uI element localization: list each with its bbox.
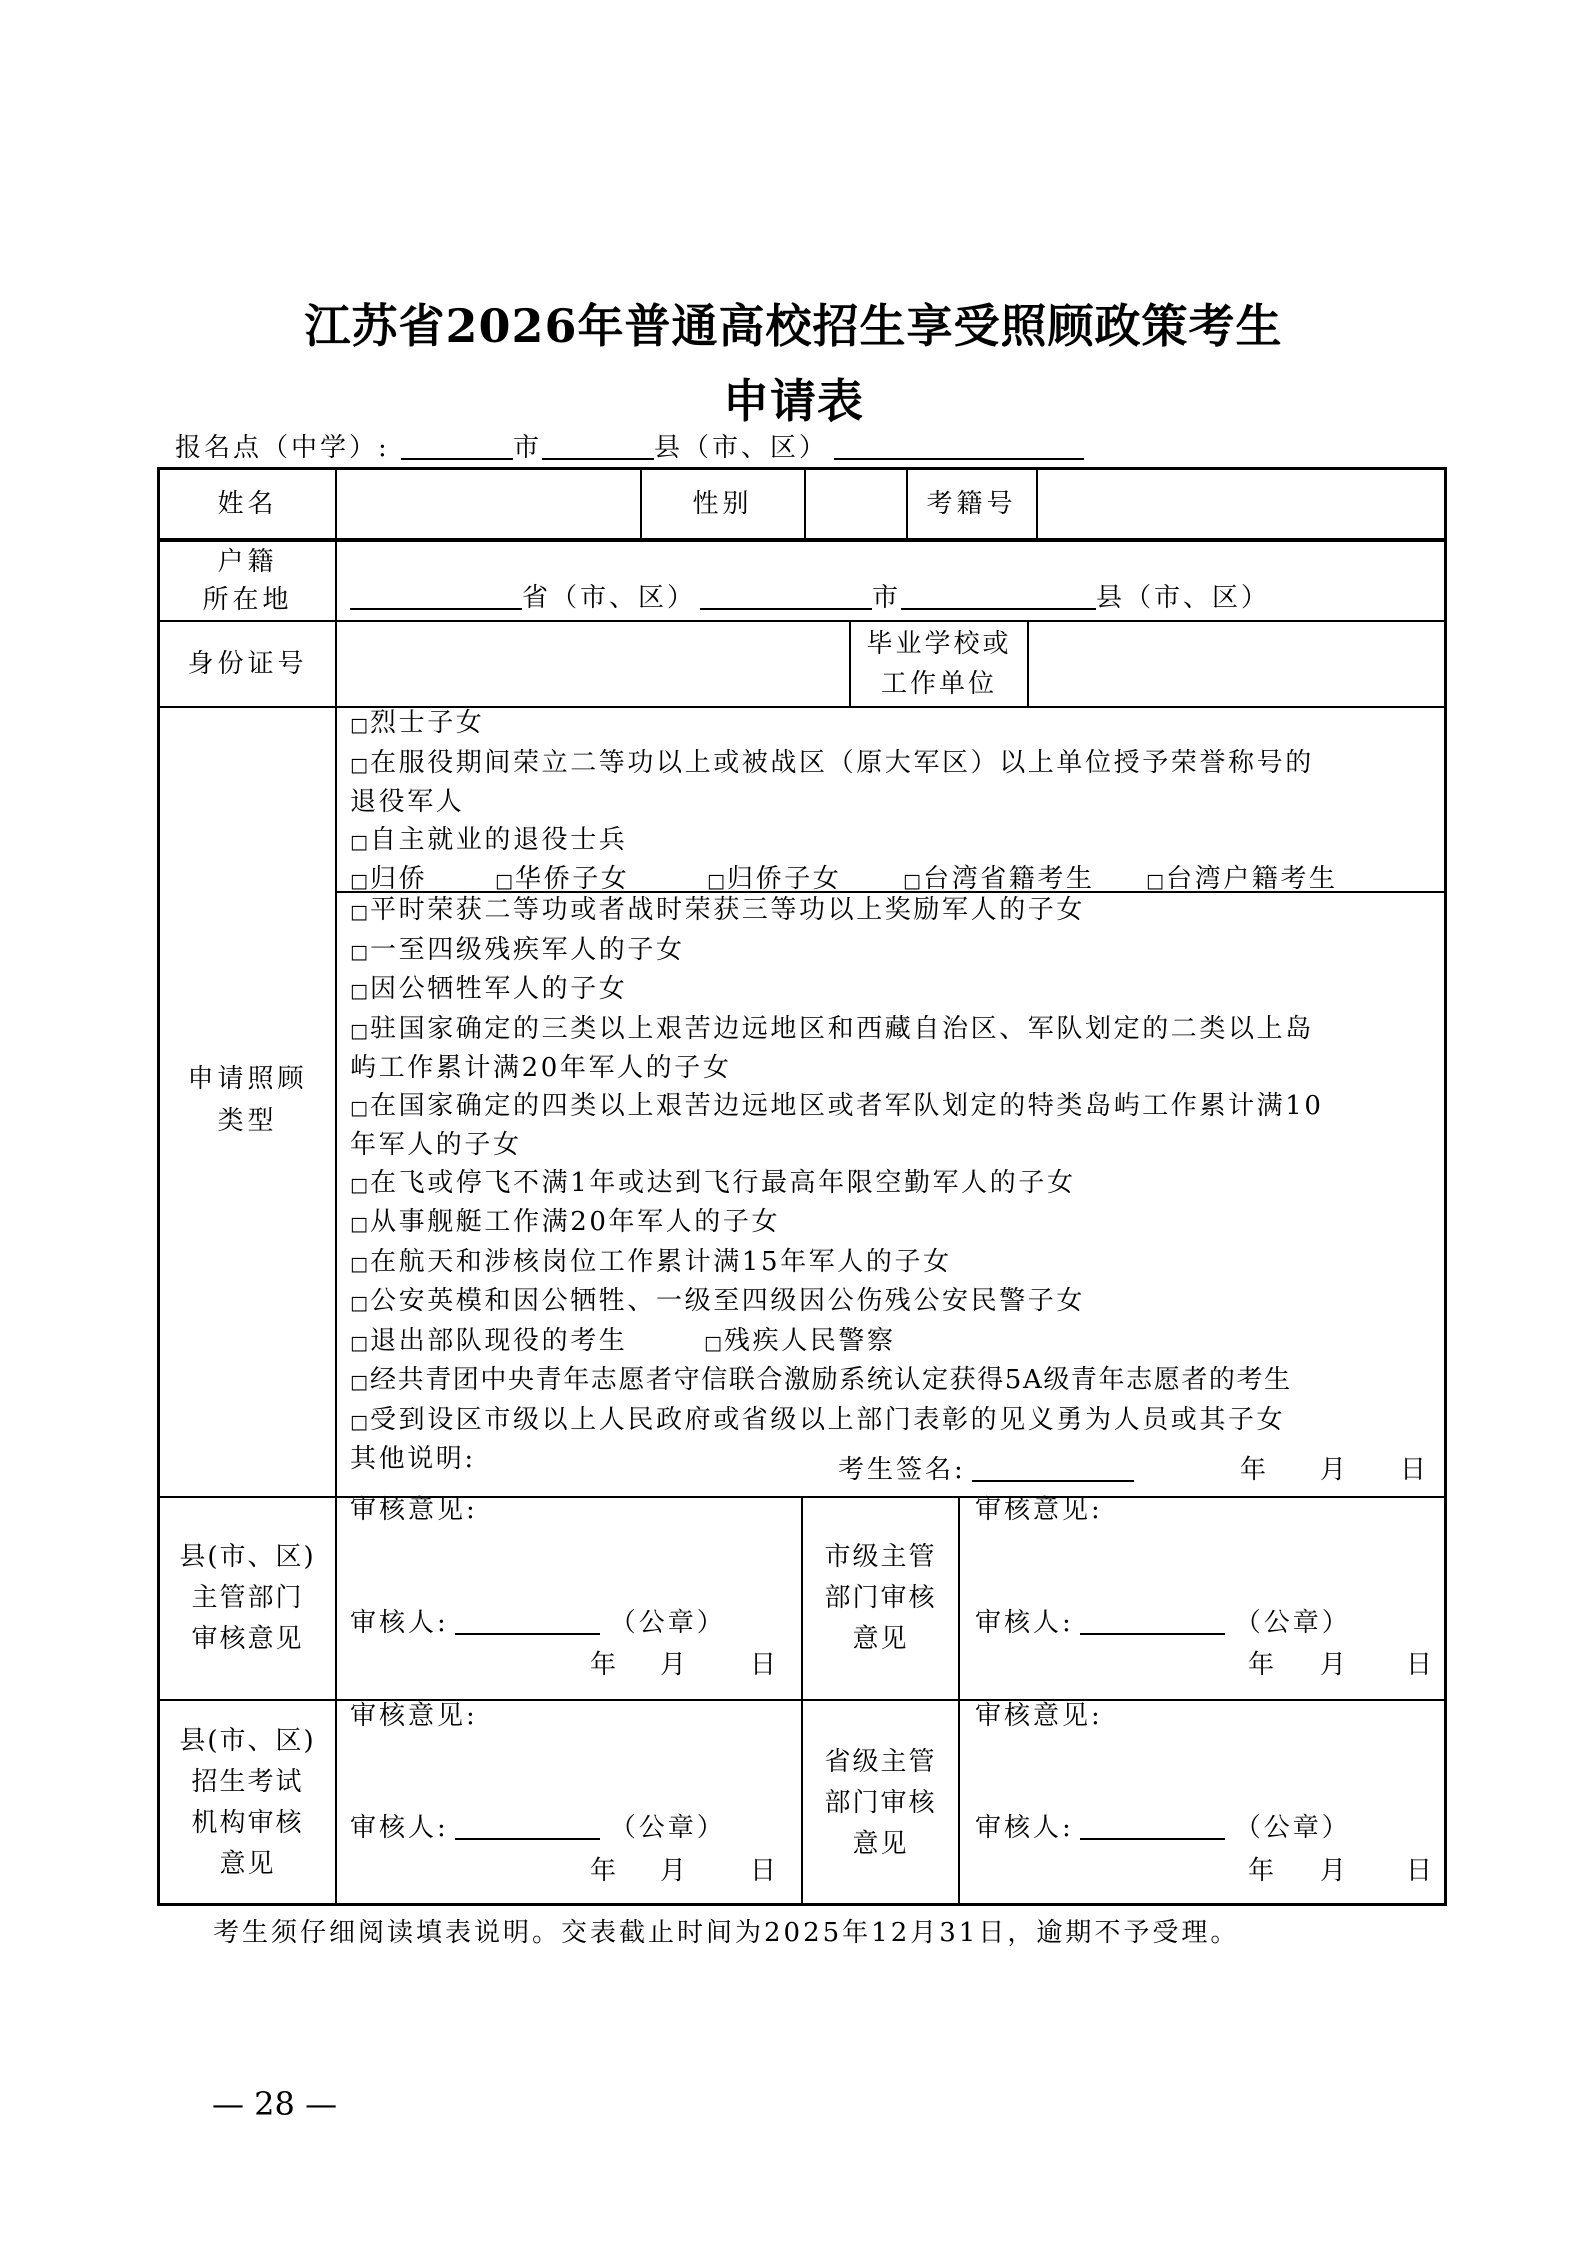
- care-option[interactable]: □烈士子女: [350, 705, 1435, 745]
- care-option[interactable]: □台湾省籍考生: [903, 861, 1146, 901]
- care-option[interactable]: □退出部队现役的考生: [350, 1323, 704, 1363]
- registration-label: 报名点（中学）:: [175, 433, 390, 463]
- county-dept-opinion-field[interactable]: [350, 1535, 790, 1595]
- signature-label: 考生签名:: [838, 1455, 966, 1485]
- city-dept-review-label: 市级主管 部门审核 意见: [824, 1541, 937, 1654]
- checkbox-icon[interactable]: □: [350, 1213, 371, 1235]
- checkbox-icon[interactable]: □: [350, 870, 371, 892]
- care-option[interactable]: □平时荣获二等功或者战时荣获三等功以上奖励军人的子女: [350, 892, 1435, 932]
- household-address-line: [350, 580, 1270, 617]
- care-option[interactable]: □驻国家确定的三类以上艰苦边远地区和西藏自治区、军队划定的二类以上岛: [350, 1011, 1435, 1051]
- review-day: 日: [750, 1650, 780, 1680]
- county-exam-review-label: 县(市、区) 招生考试 机构审核 意见: [179, 1726, 316, 1879]
- checkbox-icon[interactable]: □: [350, 940, 371, 963]
- signature-month: 月: [1320, 1455, 1350, 1485]
- care-option[interactable]: □自主就业的退役士兵: [350, 822, 1435, 862]
- checkbox-icon[interactable]: □: [350, 1173, 371, 1196]
- province-dept-opinion-field[interactable]: [975, 1740, 1435, 1800]
- review-year: 年: [1248, 1650, 1278, 1680]
- footer-note: 考生须仔细阅读填表说明。交表截止时间为2025年12月31日，逾期不予受理。: [213, 1918, 1240, 1948]
- care-option-continuation: 屿工作累计满20年军人的子女: [350, 1053, 732, 1083]
- county-exam-opinion-field[interactable]: [350, 1740, 790, 1800]
- checkbox-icon[interactable]: □: [350, 1371, 370, 1393]
- household-label-line1: 户籍: [217, 547, 278, 577]
- form-title: 江苏省2026年普通高校招生享受照顾政策考生: [304, 299, 1283, 353]
- gender-label: 性别: [692, 489, 753, 519]
- exam-id-field[interactable]: [1038, 470, 1444, 538]
- checkbox-icon[interactable]: □: [350, 1252, 371, 1275]
- care-type-group-1: [350, 705, 1435, 901]
- registration-county-field[interactable]: [542, 432, 654, 460]
- page-number: — 28 —: [212, 2085, 338, 2123]
- school-label: [851, 622, 1027, 706]
- province-dept-review-label: 省级主管 部门审核 意见: [824, 1746, 937, 1859]
- checkbox-icon[interactable]: □: [350, 714, 371, 736]
- reviewer-line: 审核人: （公章）: [975, 1608, 1351, 1638]
- name-field[interactable]: [337, 470, 639, 538]
- care-type-label-line1: 申请照顾: [187, 1064, 308, 1094]
- opinion-label: 审核意见:: [350, 1495, 478, 1525]
- care-option[interactable]: □在飞或停飞不满1年或达到飞行最高年限空勤军人的子女: [350, 1165, 1435, 1205]
- checkbox-icon[interactable]: □: [704, 1331, 725, 1354]
- other-notes-label: 其他说明:: [350, 1444, 476, 1474]
- care-option[interactable]: □在航天和涉核岗位工作累计满15年军人的子女: [350, 1244, 1435, 1284]
- review-month: 月: [660, 1650, 690, 1680]
- review-day: 日: [1406, 1650, 1436, 1680]
- care-option[interactable]: □因公牺牲军人的子女: [350, 971, 1435, 1011]
- review-year: 年: [590, 1856, 620, 1886]
- care-type-label: [160, 1040, 335, 1160]
- care-option-continuation: 退役军人: [350, 787, 465, 817]
- school-label-line1: 毕业学校或: [866, 629, 1012, 659]
- school-label-line2: 工作单位: [880, 669, 997, 699]
- opinion-label: 审核意见:: [350, 1701, 478, 1731]
- care-option[interactable]: □华侨子女: [495, 861, 707, 901]
- checkbox-icon[interactable]: □: [495, 870, 516, 892]
- checkbox-icon[interactable]: □: [350, 901, 371, 923]
- care-option[interactable]: □经共青团中央青年志愿者守信联合激励系统认定获得5A级青年志愿者的考生: [350, 1362, 1435, 1402]
- care-option[interactable]: □台湾户籍考生: [1146, 864, 1338, 894]
- exam-id-label: 考籍号: [926, 489, 1017, 519]
- checkbox-icon[interactable]: □: [350, 753, 371, 776]
- care-option-continuation: 年军人的子女: [350, 1130, 522, 1160]
- reviewer-line: 审核人: （公章）: [975, 1813, 1351, 1843]
- household-label: [160, 542, 335, 620]
- checkbox-icon[interactable]: □: [350, 980, 371, 1002]
- row-divider: [157, 538, 1447, 542]
- reviewer-line: 审核人: （公章）: [350, 1608, 726, 1638]
- county-dept-review-label: 县(市、区) 主管部门 审核意见: [179, 1541, 316, 1654]
- col-divider: [958, 1496, 960, 1906]
- checkbox-icon[interactable]: □: [707, 870, 728, 892]
- registration-point-line: [175, 427, 1084, 464]
- review-month: 月: [660, 1856, 690, 1886]
- review-month: 月: [1320, 1650, 1350, 1680]
- care-option[interactable]: □残疾人民警察: [704, 1326, 896, 1356]
- review-month: 月: [1320, 1856, 1350, 1886]
- checkbox-icon[interactable]: □: [350, 1331, 371, 1354]
- care-option[interactable]: □归侨: [350, 861, 495, 901]
- checkbox-icon[interactable]: □: [350, 1410, 371, 1433]
- reviewer-field[interactable]: [455, 1812, 600, 1840]
- care-option[interactable]: □在服役期间荣立二等功以上或被战区（原大军区）以上单位授予荣誉称号的: [350, 745, 1435, 785]
- checkbox-icon[interactable]: □: [350, 1292, 371, 1314]
- household-province-field[interactable]: [350, 582, 522, 610]
- care-option[interactable]: □归侨子女: [707, 861, 903, 901]
- registration-city-suffix: 市: [513, 433, 543, 463]
- review-day: 日: [750, 1856, 780, 1886]
- school-field[interactable]: [1029, 622, 1444, 706]
- signature-line: [838, 1452, 1134, 1489]
- registration-county-suffix: 县（市、区）: [654, 433, 829, 463]
- checkbox-icon[interactable]: □: [350, 830, 371, 853]
- care-option[interactable]: □一至四级残疾军人的子女: [350, 932, 1435, 972]
- review-day: 日: [1406, 1856, 1436, 1886]
- gender-field[interactable]: [806, 470, 906, 538]
- care-option[interactable]: □从事舰艇工作满20年军人的子女: [350, 1204, 1435, 1244]
- checkbox-icon[interactable]: □: [350, 1019, 371, 1042]
- care-option-inline-row: [350, 1323, 1435, 1363]
- care-type-group-2: [350, 892, 1435, 1479]
- registration-school-field[interactable]: [834, 432, 1084, 460]
- reviewer-field[interactable]: [455, 1607, 600, 1635]
- household-county-field[interactable]: [901, 582, 1096, 610]
- checkbox-icon[interactable]: □: [1146, 870, 1167, 892]
- opinion-label: 审核意见:: [975, 1495, 1103, 1525]
- household-province-suffix: 省（市、区）: [522, 583, 697, 613]
- checkbox-icon[interactable]: □: [350, 1096, 371, 1119]
- checkbox-icon[interactable]: □: [903, 870, 924, 892]
- reviewer-line: 审核人: （公章）: [350, 1813, 726, 1843]
- review-year: 年: [590, 1650, 620, 1680]
- care-option[interactable]: □受到设区市级以上人民政府或省级以上部门表彰的见义勇为人员或其子女: [350, 1402, 1435, 1442]
- household-city-field[interactable]: [700, 582, 872, 610]
- signature-year: 年: [1240, 1455, 1270, 1485]
- opinion-label: 审核意见:: [975, 1701, 1103, 1731]
- signature-field[interactable]: [972, 1454, 1134, 1482]
- care-option[interactable]: □公安英模和因公牺牲、一级至四级因公伤残公安民警子女: [350, 1283, 1435, 1323]
- care-option[interactable]: □在国家确定的四类以上艰苦边远地区或者军队划定的特类岛屿工作累计满10: [350, 1088, 1435, 1128]
- reviewer-field[interactable]: [1080, 1607, 1225, 1635]
- form-subtitle: 申请表: [723, 374, 864, 428]
- registration-city-field[interactable]: [401, 432, 513, 460]
- id-number-label: 身份证号: [187, 649, 308, 679]
- signature-day: 日: [1400, 1455, 1430, 1485]
- care-type-label-line2: 类型: [217, 1106, 278, 1136]
- household-city-suffix: 市: [872, 583, 902, 613]
- city-dept-opinion-field[interactable]: [975, 1535, 1435, 1595]
- id-number-field[interactable]: [337, 622, 848, 706]
- review-year: 年: [1248, 1856, 1278, 1886]
- reviewer-field[interactable]: [1080, 1812, 1225, 1840]
- household-label-line2: 所在地: [202, 585, 293, 615]
- name-label: 姓名: [217, 489, 278, 519]
- household-county-suffix: 县（市、区）: [1096, 583, 1271, 613]
